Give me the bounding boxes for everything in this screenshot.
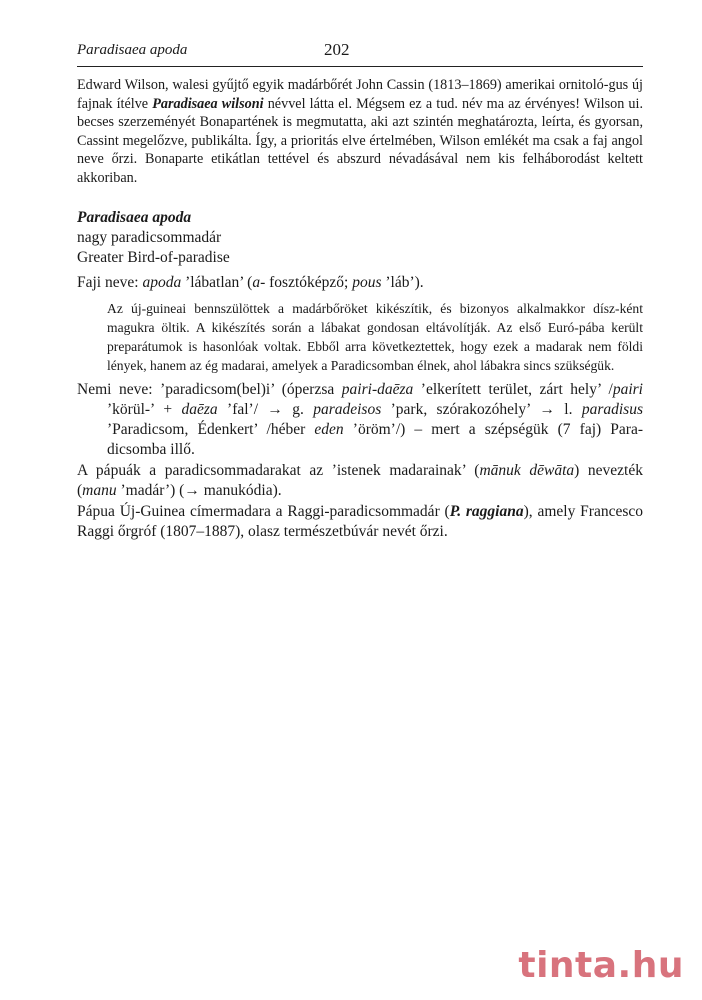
intro-paragraph xyxy=(77,76,643,188)
png-text-2: ), amely Francesco Raggi őrgróf (1807–1887), olasz természetbúvár nevét őrzi. xyxy=(77,502,643,540)
species-gloss-3: ’láb’). xyxy=(381,273,424,291)
genus-text-6: ’Paradicsom, Édenkert’ /héber xyxy=(107,420,315,438)
english-name: Greater Bird-of-paradise xyxy=(77,248,230,266)
genus-word-6: eden xyxy=(314,420,344,438)
intro-text-2: névvel látta el. Mégsem ez a tud. név ma az érvényes! Wilson ui. becses szerzeményét Bonapartének is megmutatta, aki azt szintén meghatározta, leírta, és gyorsan, Cassint megelőzve, publikálta. Így, a prioritás elve értelmében, Wilson emlékét ma csak a faj angol neve őrzi. Bonaparte etikátlan tettével és abszurd névadásával nem kis felháborodást keltett akkoriban. xyxy=(77,95,643,186)
species-prefix: a- xyxy=(252,273,266,291)
page-header xyxy=(77,40,643,67)
png-text-1: Pápua Új-Guinea címermadara a Raggi-paradicsommadár ( xyxy=(77,502,450,520)
species-note: Az új-guineai bennszülöttek a madárbőröket kikészítik, és bizonyos alkalmakkor dísz-ként magukra öltik. A kikészítés során a lábakat gondosan eltávolítják. Az első Euró-pába került preparátumok is hasonlóak voltak. Ebből arra következtettek, hogy ezek a madarak nem földi lények, hanem az ég madarai, amelyek a Paradicsomban élnek, ahol lábakra sincs szükségük. xyxy=(107,300,643,373)
watermark-logo: tinta.hu xyxy=(518,945,684,986)
genus-text-5: ’park, szórakozóhely’ → l. xyxy=(381,400,582,418)
genus-word-2: pairi xyxy=(612,380,643,398)
page-number: 202 xyxy=(324,40,350,59)
genus-text-2: ’elkerített terület, zárt hely’ / xyxy=(413,380,613,398)
genus-word-1: pairi-daēza xyxy=(341,380,414,398)
genus-text-1: ’paradicsom(bel)i’ (óperzsa xyxy=(160,380,342,398)
papuan-text-2: ) nevezték ( xyxy=(77,461,643,499)
species-name-field xyxy=(77,273,643,293)
species-gloss-2: fosztóképző; xyxy=(265,273,353,291)
genus-word-5: paradisus xyxy=(581,400,643,418)
png-paragraph xyxy=(77,502,643,542)
running-head: Paradisaea apoda xyxy=(77,42,188,58)
papuan-text-1: A pápuák a paradicsommadarakat az ’istenek madarainak’ ( xyxy=(77,461,480,479)
genus-word-4: paradeisos xyxy=(313,400,382,418)
intro-scientific-name: Paradisaea wilsoni xyxy=(152,95,264,112)
genus-word-3: daēza xyxy=(181,400,218,418)
page-content xyxy=(77,76,643,542)
papuan-word-1: mānuk dēwāta xyxy=(479,461,575,479)
species-gloss-1: ’lábatlan’ ( xyxy=(181,273,253,291)
dictionary-entry xyxy=(77,208,643,542)
species-root: pous xyxy=(352,273,382,291)
genus-label: Nemi neve: xyxy=(77,380,161,398)
hungarian-name: nagy paradicsommadár xyxy=(77,228,222,246)
genus-text-3: ’körül-’ + xyxy=(107,400,182,418)
species-label: Faji neve: xyxy=(77,273,143,291)
intro-text-1: Edward Wilson, walesi gyűjtő egyik madárbőrét John Cassin (1813–1869) amerikai ornitoló-gus új fajnak ítélve xyxy=(77,77,643,112)
entry-headword: Paradisaea apoda xyxy=(77,208,192,226)
species-word: apoda xyxy=(142,273,182,291)
png-scientific-name: P. raggiana xyxy=(449,502,524,520)
genus-text-4: ’fal’/ → g. xyxy=(217,400,314,418)
papuan-word-2: manu xyxy=(82,481,117,499)
papuan-text-3: ’madár’) (→ manukódia). xyxy=(116,481,282,499)
genus-name-field xyxy=(77,380,643,460)
papuan-paragraph xyxy=(77,461,643,501)
genus-text-7: ’öröm’/) – mert a szépségük (7 faj) Para-dicsomba illő. xyxy=(107,420,643,458)
